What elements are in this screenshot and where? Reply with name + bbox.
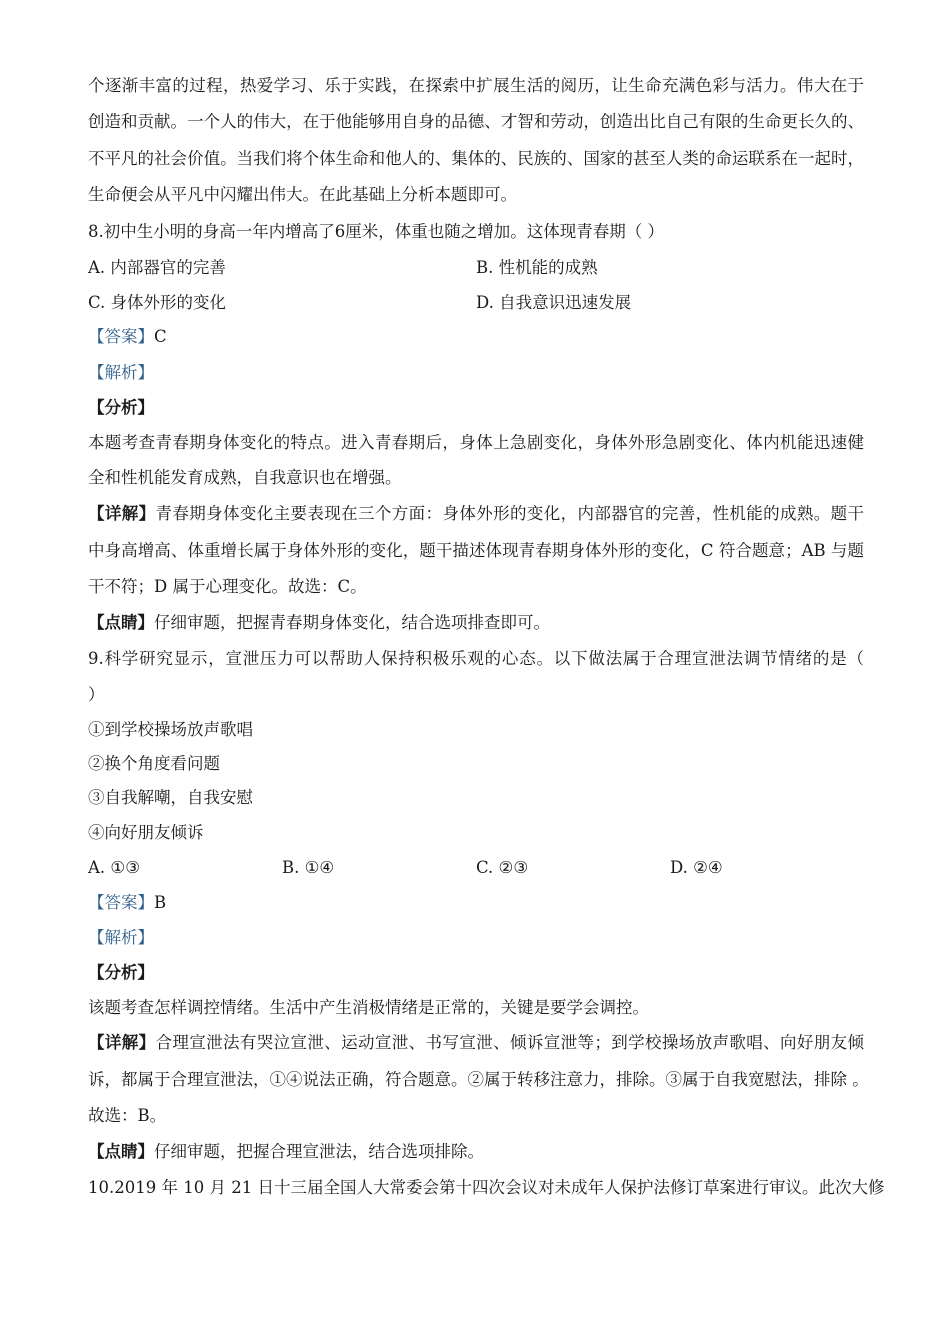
q8-detail-tag: 【详解】: [88, 504, 156, 523]
q8-fenxi-line-2: 全和性机能发育成熟，自我意识也在增强。: [88, 468, 402, 487]
q8-option-c: C. 身体外形的变化: [88, 293, 227, 312]
q9-detail-tag: 【详解】: [88, 1033, 156, 1052]
q9-option-a: A. ①③: [88, 858, 140, 877]
q9-tip-tag: 【点睛】: [88, 1142, 154, 1161]
intro-line-2: 创造和贡献。一个人的伟大，在于他能够用自身的品德、才智和劳动，创造出比自己有限的生命更长久的、: [88, 112, 864, 131]
q9-fenxi-tag: 【分析】: [88, 963, 154, 982]
q8-option-a: A. 内部器官的完善: [88, 258, 226, 277]
q9-tip-text: 仔细审题，把握合理宣泄法，结合选项排除。: [154, 1142, 484, 1161]
q9-item-1: ①到学校操场放声歌唱: [88, 720, 253, 739]
q9-stem-line-1: 9.科学研究显示，宣泄压力可以帮助人保持积极乐观的心态。以下做法属于合理宣泄法调节情绪的是（: [88, 649, 864, 668]
q8-detail-line-1: 青春期身体变化主要表现在三个方面：身体外形的变化，内部器官的完善，性机能的成熟。题干: [155, 504, 865, 523]
q8-analysis-tag: 【解析】: [88, 363, 154, 382]
intro-line-1: 个逐渐丰富的过程，热爱学习、乐于实践，在探索中扩展生活的阅历，让生命充满色彩与活力。伟大在于: [88, 76, 864, 95]
q8-answer-row: [88, 326, 167, 348]
q9-option-b: B. ①④: [282, 858, 335, 877]
q8-fenxi-line-1: 本题考查青春期身体变化的特点。进入青春期后，身体上急剧变化，身体外形急剧变化、体内机能迅速健: [88, 433, 864, 452]
q8-option-b: B. 性机能的成熟: [476, 258, 598, 277]
q8-answer-tag: 【答案】: [88, 327, 154, 346]
q9-tip-row: [88, 1141, 484, 1163]
q8-answer-value: C: [154, 327, 167, 346]
q8-detail-line-2: 中身高增高、体重增长属于身体外形的变化，题干描述体现青春期身体外形的变化，C 符合题意；AB 与题: [88, 541, 864, 560]
q9-answer-row: [88, 892, 166, 914]
q9-answer-value: B: [154, 893, 167, 912]
q9-stem-line-2: ）: [88, 685, 105, 704]
q8-detail-line-3: 干不符；D 属于心理变化。故选：C。: [88, 577, 367, 596]
q9-item-2: ②换个角度看问题: [88, 754, 220, 773]
q9-answer-tag: 【答案】: [88, 893, 154, 912]
q8-tip-row: [88, 612, 550, 634]
q9-detail-row-1: [88, 1032, 864, 1054]
q9-item-4: ④向好朋友倾诉: [88, 823, 204, 842]
q9-fenxi-line-1: 该题考查怎样调控情绪。生活中产生消极情绪是正常的，关键是要学会调控。: [88, 998, 649, 1017]
q9-option-c: C. ②③: [476, 858, 529, 877]
q8-option-d: D. 自我意识迅速发展: [476, 293, 632, 312]
q9-item-3: ③自我解嘲，自我安慰: [88, 788, 253, 807]
q9-detail-line-3: 故选：B。: [88, 1106, 167, 1125]
intro-line-4: 生命便会从平凡中闪耀出伟大。在此基础上分析本题即可。: [88, 185, 517, 204]
q8-detail-row-1: [88, 503, 864, 525]
q8-tip-text: 仔细审题，把握青春期身体变化，结合选项排查即可。: [154, 613, 550, 632]
q9-analysis-tag: 【解析】: [88, 928, 154, 947]
q8-stem: 8.初中生小明的身高一年内增高了6厘米，体重也随之增加。这体现青春期（ ）: [88, 222, 664, 241]
q10-stem-line-1: 10.2019 年 10 月 21 日十三届全国人大常委会第十四次会议对未成年人保护法修订草案进行审议。此次大修: [88, 1178, 885, 1197]
q8-fenxi-tag: 【分析】: [88, 398, 154, 417]
intro-line-3: 不平凡的社会价值。当我们将个体生命和他人的、集体的、民族的、国家的甚至人类的命运联系在一起时，: [88, 149, 864, 168]
q9-detail-line-2: 诉，都属于合理宣泄法，①④说法正确，符合题意。②属于转移注意力，排除。③属于自我宽慰法，排除 。: [88, 1070, 869, 1089]
q9-detail-line-1: 合理宣泄法有哭泣宣泄、运动宣泄、书写宣泄、倾诉宣泄等；到学校操场放声歌唱、向好朋友倾: [155, 1033, 865, 1052]
q8-tip-tag: 【点睛】: [88, 613, 154, 632]
q9-option-d: D. ②④: [670, 858, 723, 877]
